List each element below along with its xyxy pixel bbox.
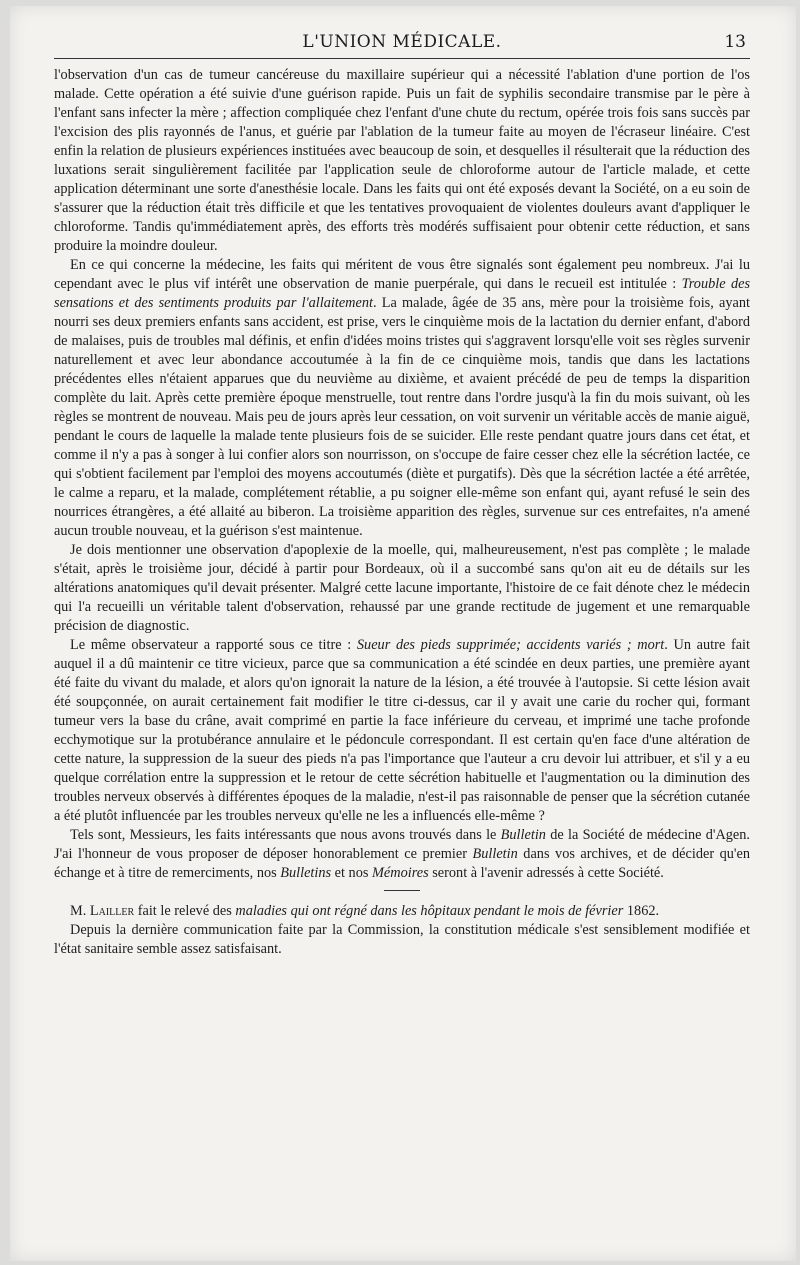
italic-run: Trouble des sensations et des sentiments produits par l'allaitement [54, 276, 751, 311]
text-run: Le même observateur a rapporté sous ce titre : [70, 637, 357, 653]
running-header [54, 32, 750, 59]
text-run: 1862. [623, 903, 660, 919]
italic-run: Sueur des pieds supprimée; accidents variés ; mort [356, 637, 665, 653]
journal-title: L'UNION MÉDICALE. [302, 32, 502, 52]
page-sheet [10, 6, 796, 1261]
paragraph-conclusion [54, 826, 750, 883]
italic-run: maladies qui ont régné dans les hôpitaux pendant le mois de février [235, 903, 624, 919]
italic-run: Mémoires [372, 865, 429, 881]
text-run: Je dois mentionner une observation d'apoplexie de la moelle, qui, malheureusement, n'est pas complète ; le malade s'était, après le troisième jour, décidé à partir pour Bordeaux, où il a succombé sans qu'on ait eu de détails sur les altérations anatomiques qu'il devait présenter. Malgré cette lacune importante, l'histoire de ce fait dénote chez le médecin qui l'a recueilli un véritable talent d'observation, rehaussé par une grande rectitude de jugement et une remarquable précision de diagnostic. [54, 542, 750, 634]
paragraph-constitution [54, 921, 750, 959]
text-run: fait le relevé des [134, 903, 236, 919]
paragraph-medecine [54, 256, 750, 541]
text-run: dans vos archives, et de décider qu'en échange et à titre de remerciments, nos [54, 846, 750, 881]
italic-run: Bulletins [280, 865, 332, 881]
article-body [54, 66, 750, 959]
italic-run: Bulletin [500, 827, 546, 843]
text-run: l'observation d'un cas de tumeur cancéreuse du maxillaire supérieur qui a nécessité l'ablation d'une portion de l'os malade. Cette opération a été suivie d'une guérison rapide. Puis un fait de syphilis secondaire transmise par le père à l'enfant sans infecter la mère ; affection compliquée chez l'enfant d'une chute du rectum, opérée trois fois sans succès par l'excision des plis rayonnés de l'anus, et guérie par l'ablation de la tumeur faite au moyen de l'écraseur linéaire. C'est enfin la relation de plusieurs expériences instituées avec beaucoup de soin, et desquelles il résulterait que la réduction des luxations serait singulièrement facilitée par l'application seule de chloroforme autour de l'article malade, et cette application déterminant une sorte d'anesthésie locale. Dans les faits qui ont été exposés devant la Société, on a eu soin de s'assurer que la réduction était très difficile et que les tentatives provoquaient de violentes douleurs avant d'appliquer le chloroforme. Tandis qu'immédiatement après, des efforts très modérés suffisaient pour obtenir cette réduction, et sans produire la moindre douleur. [54, 67, 750, 254]
text-run: Depuis la dernière communication faite par la Commission, la constitution médicale s'est sensiblement modifiée et l'état sanitaire semble assez satisfaisant. [54, 922, 750, 957]
text-run: et nos [331, 865, 372, 881]
text-run: . La malade, âgée de 35 ans, mère pour la troisième fois, ayant nourri ses deux premiers enfants sans accident, est prise, vers le cinquième mois de la lactation du dernier enfant, d'abord de malaises, puis de troubles mal définis, et enfin d'idées moins tristes qui s'aggravent lorsqu'elle voit ses règles survenir naturellement et avec leur abondance accoutumée à la fin de ce cinquième mois, tandis que dans les lactations précédentes elles n'étaient apparues que du neuvième au dixième, et avaient précédé de peu de temps la disparition complète du lait. Après cette première époque menstruelle, tout rentre dans l'ordre jusqu'à la fin du mois suivant, où les règles se montrent de nouveau. Mais peu de jours après leur cessation, on voit survenir un véritable accès de manie aiguë, pendant le cours de laquelle la malade tente plusieurs fois de se suicider. Elle reste pendant quatre jours dans cet état, et comme il n'y a pas à songer à lui confier alors son nourrisson, on s'occupe de faire cesser chez elle la sécrétion lactée, ce qui s'obtient facilement par l'emploi des moyens accoutumés (diète et purgatifs). Dès que la sécrétion lactée a été arrêtée, le calme a reparu, et la malade, complétement rétablie, a pu soigner elle-même son enfant qui, ayant refusé le sein des nourrices étrangères, a été allaité au biberon. La troisième apparition des règles, survenue sur ces entrefaites, n'a amené aucun trouble nouveau, et la guérison s'est maintenue. [54, 295, 750, 539]
section-divider [384, 890, 420, 891]
page-number: 13 [724, 32, 746, 52]
paragraph-apoplexie [54, 541, 750, 636]
text-run: Tels sont, Messieurs, les faits intéressants que nous avons trouvés dans le [70, 827, 501, 843]
paragraph-lailler [54, 902, 750, 921]
paragraph-sueur-pieds [54, 636, 750, 826]
text-run: En ce qui concerne la médecine, les faits qui méritent de vous être signalés sont également peu nombreux. J'ai lu cependant avec le plus vif intérêt une observation de manie puerpérale, qui dans le recueil est intitulée : [54, 257, 750, 292]
italic-run: Bulletin [472, 846, 518, 862]
paragraph-tumeur [54, 66, 750, 256]
text-run: seront à l'avenir adressés à cette Société. [428, 865, 664, 881]
author-name: Lailler [89, 903, 135, 919]
text-run: . Un autre fait auquel il a dû maintenir ce titre vicieux, parce que sa communication a été scindée en deux parties, une première ayant été faite du vivant du malade, et alors qu'on ignorait la nature de la lésion, a été trouvée à l'autopsie. Si cette lésion avait été soupçonnée, on aurait certainement fait modifier le titre ci-dessus, car il y avait une carie du rocher qui, formant tumeur vers la base du crâne, avait comprimé en partie la face inférieure du cerveau, et imprimé une tache profonde ecchymotique sur la protubérance annulaire et le pédoncule correspondant. Il est certain qu'en face d'une altération de cette nature, la suppression de la sueur des pieds n'a pas l'importance que l'auteur a cru devoir lui attribuer, et s'il y a eu quelque corrélation entre la suppression et le retour de cette sécrétion habituelle et l'augmentation ou la diminution des troubles nerveux observés à différentes époques de la maladie, n'est-il pas raisonnable de penser que la sécrétion cutanée a été plutôt influencée par les troubles nerveux qu'elle ne les a influencés elle-même ? [54, 637, 750, 824]
text-run: de la Société de médecine d'Agen. J'ai l'honneur de vous proposer de déposer honorablement ce premier [54, 827, 750, 862]
text-run: M. [70, 903, 90, 919]
